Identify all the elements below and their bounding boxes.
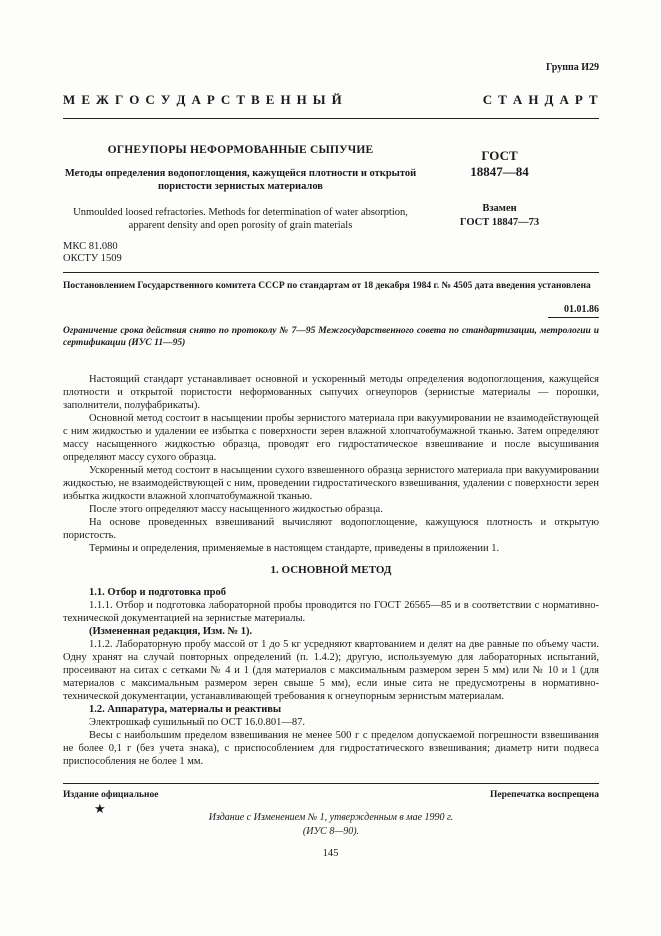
title-block [63, 144, 418, 232]
date-underline [548, 317, 599, 318]
paragraph: Настоящий стандарт устанавливает основной и ускоренный методы определения водопоглощения, кажущейся плотности и открытой пористости неформованных сыпучих огнеупоров (зернистые материалы — порошки, заполнители, полуфабрикаты). [63, 374, 599, 411]
mks-code: МКС 81.080 [63, 241, 118, 252]
main-text [63, 373, 599, 768]
star-icon: ★ [94, 801, 106, 816]
paragraph: Термины и определения, применяемые в настоящем стандарте, приведены в приложении 1. [89, 543, 500, 554]
official-edition-label: Издание официальное [63, 790, 159, 800]
group-code: Группа И29 [546, 62, 599, 73]
section-heading: 1. ОСНОВНОЙ МЕТОД [270, 564, 392, 576]
paragraph: На основе проведенных взвешиваний вычисляют водопоглощение, кажущуюся плотность и открытую пористость. [63, 517, 599, 541]
document-subtitle: Методы определения водопоглощения, кажущейся плотности и открытой пористости зернистых материалов [64, 168, 417, 192]
decree-text: Постановлением Государственного комитета СССР по стандартам от 18 декабря 1984 г. № 4505 дата введения установлена [63, 281, 591, 291]
okstu-code: ОКСТУ 1509 [63, 253, 122, 264]
paragraph: 1.1.1. Отбор и подготовка лабораторной пробы проводится по ГОСТ 26565—85 и в соответствии с нормативно-технической документацией на зернистые материалы. [63, 600, 599, 624]
intro-date: 01.01.86 [564, 304, 599, 315]
gost-block [432, 148, 567, 230]
page-number: 145 [322, 848, 339, 859]
gost-number: 18847—84 [470, 164, 529, 179]
amendment-note: (Измененная редакция, Изм. № 1). [89, 626, 253, 637]
paragraph: После этого определяют массу насыщенного жидкостью образца. [89, 504, 383, 515]
english-title: Unmoulded loosed refractories. Methods for determination of water absorption, apparent density and open porosity of grain materials [73, 207, 408, 231]
banner-word-standard: С Т А Н Д А Р Т [482, 92, 599, 107]
reprint-notice: Перепечатка воспрещена [489, 790, 599, 800]
paragraph: 1.1.2. Лабораторную пробу массой от 1 до 5 кг усредняют квартованием и делят на две равные по объему части. Одну хранят на случай повторных определений (п. 1.4.2); другую, используемую для лабораторных испытаний, просеивают на ситах с сетками № 4 и 1 (для материалов с максимальным размером зерен 5 мм) или № 10 и 1 (для материалов с максимальным размером зерен свыше 5 мм), если иные сита не предусмотрены в нормативно-технической документации, устанавливающей требования к огнеупорным зернистым материалам. [63, 639, 599, 702]
footer-divider [63, 783, 599, 784]
paragraph: Весы с наибольшим пределом взвешивания не менее 500 г с пределом допускаемой погрешности взвешивания не более 0,1 г (без учета знака), с приспособлением для гидростатического взвешивания; диаметр нити подвеса приспособления не более 1 мм. [63, 730, 599, 767]
document-title: ОГНЕУПОРЫ НЕФОРМОВАННЫЕ СЫПУЧИЕ [107, 144, 374, 156]
edition-note-line: (ИУС 8—90). [302, 826, 360, 837]
paragraph: Электрошкаф сушильный по ОСТ 16.0.801—87. [89, 717, 306, 728]
replace-number: ГОСТ 18847—73 [459, 217, 540, 228]
gost-label: ГОСТ [481, 148, 518, 163]
subsection-heading: 1.2. Аппаратура, материалы и реактивы [89, 704, 282, 715]
paragraph: Основной метод состоит в насыщении пробы зернистого материала при вакуумировании не взаимодействующей с ним жидкостью и удалении ее избытка с поверхности зерен влажной хлопчатобумажной тканью. Затем определяют массу насыщенного жидкостью образца, проводят его гидростатическое взвешивание и после высушивания определяют массу сухого образца. [63, 413, 599, 463]
edition-note-line: Издание с Изменением № 1, утвержденным в мае 1990 г. [208, 812, 454, 823]
limitation-text: Ограничение срока действия снято по протоколу № 7—95 Межгосударственного совета по стандартизации, метрологии и сертификации (ИУС 11—95) [63, 326, 599, 348]
banner-word-interstate: М Е Ж Г О С У Д А Р С Т В Е Н Н Ы Й [63, 92, 344, 107]
header-divider [63, 118, 599, 119]
edition-note [63, 811, 599, 839]
codes-divider [63, 272, 599, 273]
subsection-heading: 1.1. Отбор и подготовка проб [89, 587, 226, 598]
classification-codes [63, 241, 122, 265]
standard-banner [63, 92, 599, 108]
paragraph: Ускоренный метод состоит в насыщении сухого взвешенного образца зернистого материала при вакуумировании жидкостью, не взаимодействующей с ним, проведении гидростатического взвешивания, удалении с поверхности зерен избытка жидкости влажной хлопчатобумажной тканью. [63, 465, 599, 502]
replace-label: Взамен [482, 203, 517, 214]
